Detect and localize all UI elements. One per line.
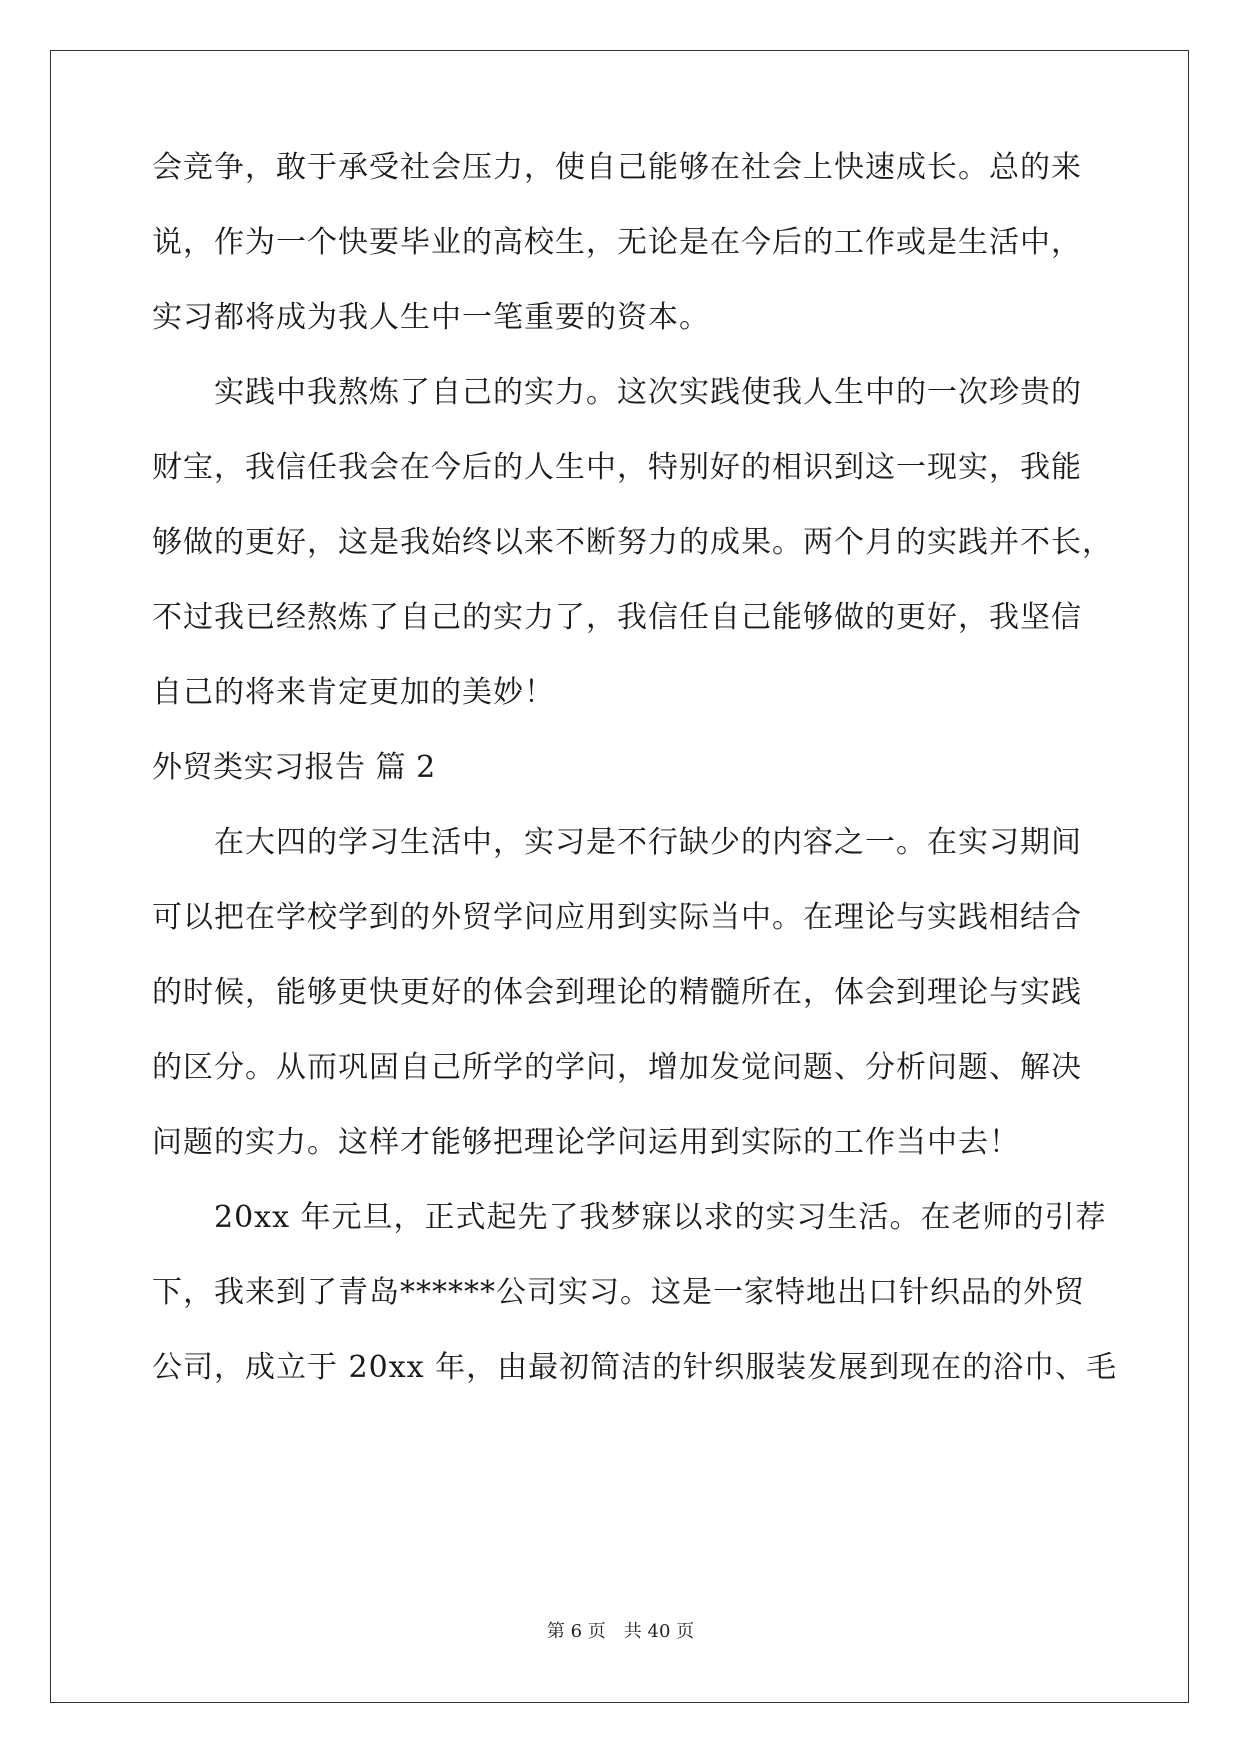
body-text-line: 够做的更好，这是我始终以来不断努力的成果。两个月的实践并不长， bbox=[152, 525, 1113, 560]
body-text-line: 不过我已经熬炼了自己的实力了，我信任自己能够做的更好，我坚信 bbox=[152, 600, 1082, 635]
body-text-line: 公司，成立于 20xx 年，由最初简洁的针织服装发展到现在的浴巾、毛 bbox=[152, 1350, 1118, 1385]
body-text-line: 会竞争，敢于承受社会压力，使自己能够在社会上快速成长。总的来 bbox=[152, 150, 1082, 185]
body-text-line: 实习都将成为我人生中一笔重要的资本。 bbox=[152, 300, 710, 335]
page-number-footer: 第 6 页 共 40 页 bbox=[546, 1621, 695, 1642]
body-text-line: 说，作为一个快要毕业的高校生，无论是在今后的工作或是生活中， bbox=[152, 225, 1082, 260]
body-text-line: 的时候，能够更快更好的体会到理论的精髓所在，体会到理论与实践 bbox=[152, 975, 1082, 1010]
body-text-line: 下，我来到了青岛******公司实习。这是一家特地出口针织品的外贸 bbox=[152, 1275, 1085, 1310]
body-text-line: 的区分。从而巩固自己所学的学问，增加发觉问题、分析问题、解决 bbox=[152, 1050, 1082, 1085]
paragraph-start-line: 在大四的学习生活中，实习是不行缺少的内容之一。在实习期间 bbox=[214, 825, 1082, 860]
section-heading: 外贸类实习报告 篇 2 bbox=[152, 750, 436, 785]
paragraph-start-line: 20xx 年元旦，正式起先了我梦寐以求的实习生活。在老师的引荐 bbox=[214, 1200, 1107, 1235]
paragraph-start-line: 实践中我熬炼了自己的实力。这次实践使我人生中的一次珍贵的 bbox=[214, 375, 1082, 410]
body-text-line: 可以把在学校学到的外贸学问应用到实际当中。在理论与实践相结合 bbox=[152, 900, 1082, 935]
body-text-line: 问题的实力。这样才能够把理论学问运用到实际的工作当中去！ bbox=[152, 1125, 1020, 1160]
body-text-line: 财宝，我信任我会在今后的人生中，特别好的相识到这一现实，我能 bbox=[152, 450, 1082, 485]
body-text-line: 自己的将来肯定更加的美妙！ bbox=[152, 675, 555, 710]
